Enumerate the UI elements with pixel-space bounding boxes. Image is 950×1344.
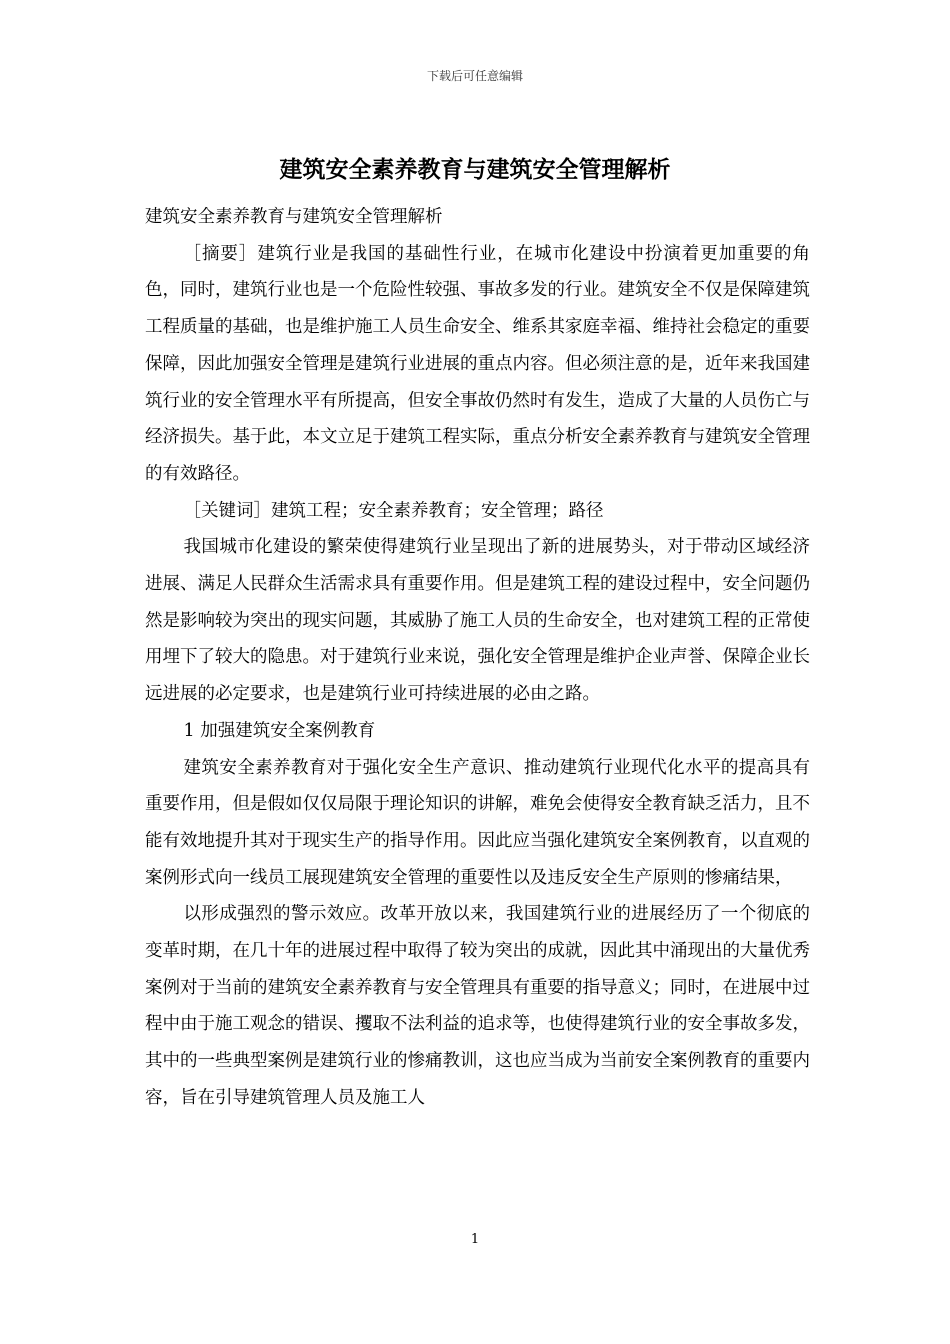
document-title: 建筑安全素养教育与建筑安全管理解析: [279, 156, 671, 183]
section-paragraph-2: 以形成强烈的警示效应。改革开放以来，我国建筑行业的进展经历了一个彻底的变革时期，在几十年的进展过程中取得了较为突出的成就，因此其中涌现出的大量优秀案例对于当前的建筑安全素养教育与安全管理具有重要的指导意义；同时，在进展中过程中由于施工观念的错误、攫取不法利益的追求等，也使得建筑行业的安全事故多发，其中的一些典型案例是建筑行业的惨痛教训，这也应当成为当前安全案例教育的重要内容，旨在引导建筑管理人员及施工人: [145, 904, 810, 1108]
section-paragraph-1: 建筑安全素养教育对于强化安全生产意识、推动建筑行业现代化水平的提高具有重要作用，但是假如仅仅局限于理论知识的讲解，难免会使得安全教育缺乏活力，且不能有效地提升其对于现实生产的指导作用。因此应当强化建筑安全案例教育，以直观的案例形式向一线员工展现建筑安全管理的重要性以及违反安全生产原则的惨痛结果，: [145, 757, 810, 888]
subtitle-line: 建筑安全素养教育与建筑安全管理解析: [145, 207, 443, 227]
page-number: 1: [470, 1232, 480, 1247]
intro-paragraph: 我国城市化建设的繁荣使得建筑行业呈现出了新的进展势头，对于带动区域经济进展、满足人民群众生活需求具有重要作用。但是建筑工程的建设过程中，安全问题仍然是影响较为突出的现实问题，其威胁了施工人员的生命安全，也对建筑工程的正常使用埋下了较大的隐患。对于建筑行业来说，强化安全管理是维护企业声誉、保障企业长远进展的必定要求，也是建筑行业可持续进展的必由之路。: [145, 537, 810, 705]
keywords-paragraph: ［关键词］建筑工程；安全素养教育；安全管理；路径: [183, 500, 604, 521]
document-body: [145, 199, 810, 1117]
section-heading: 1 加强建筑安全案例教育: [183, 720, 376, 741]
header-note: 下载后可任意编辑: [426, 69, 523, 83]
abstract-paragraph: ［摘要］建筑行业是我国的基础性行业，在城市化建设中扮演着更加重要的角色，同时，建筑行业也是一个危险性较强、事故多发的行业。建筑安全不仅是保障建筑工程质量的基础，也是维护施工人员生命安全、维系其家庭幸福、维持社会稳定的重要保障，因此加强安全管理是建筑行业进展的重点内容。但必须注意的是，近年来我国建筑行业的安全管理水平有所提高，但安全事故仍然时有发生，造成了大量的人员伤亡与经济损失。基于此，本文立足于建筑工程实际，重点分析安全素养教育与建筑安全管理的有效路径。: [145, 243, 810, 484]
